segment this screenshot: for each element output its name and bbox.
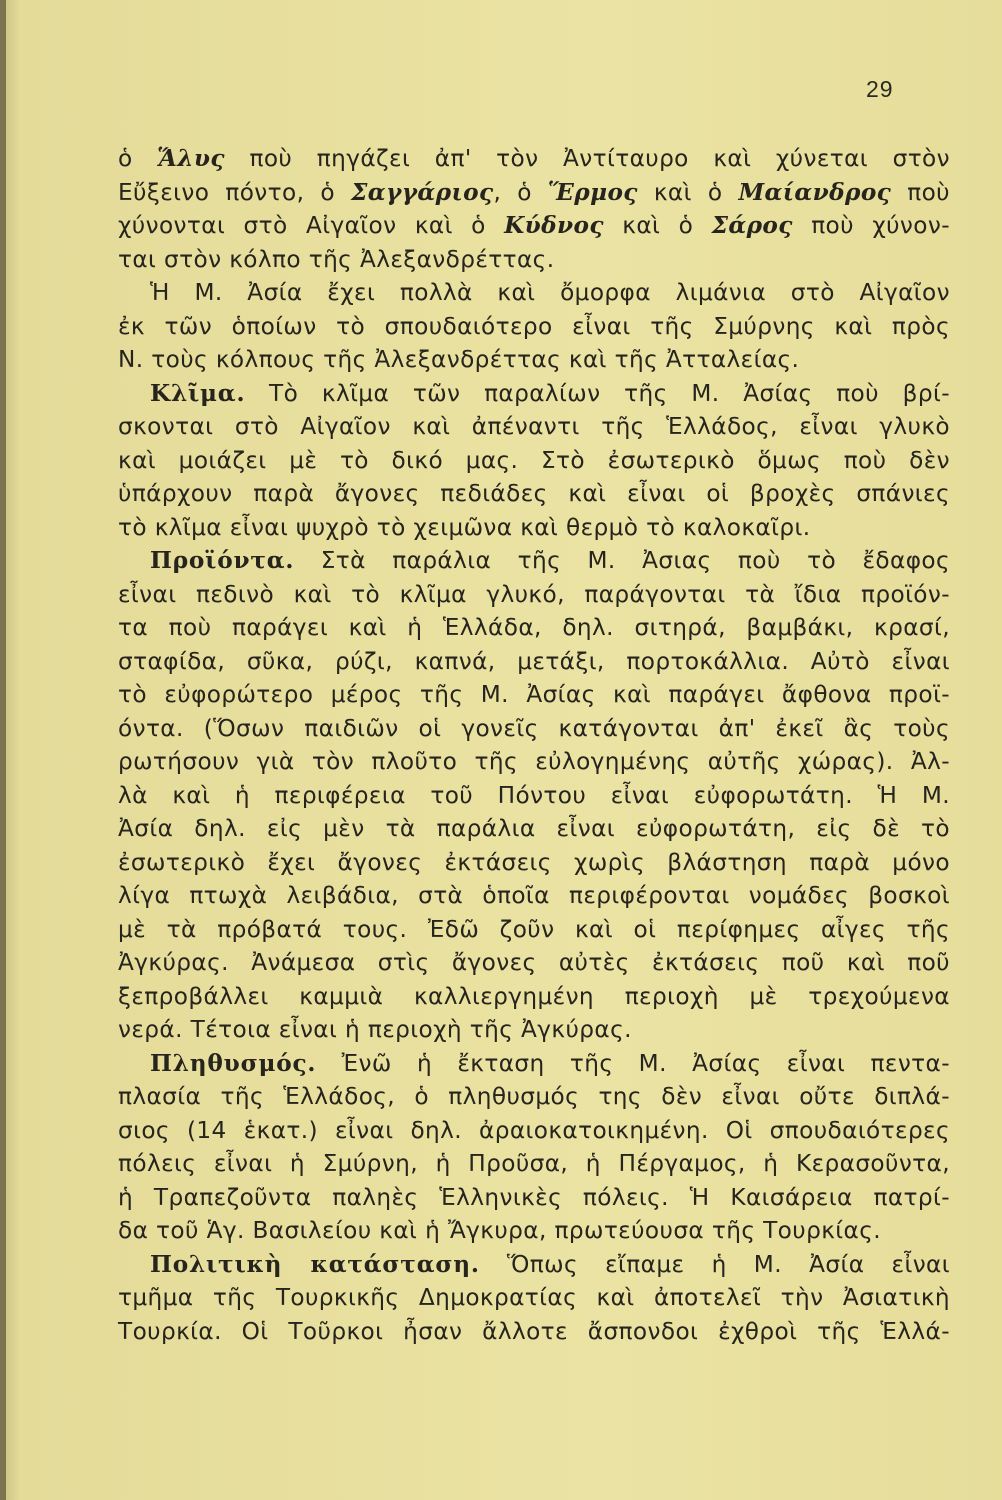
- text-segment: ἐκ τῶν ὁποίων τὸ σπουδαιότερο εἶναι τῆς Σμύρνης καὶ πρὸς: [118, 312, 950, 340]
- text-segment: τὸ εὐφορώτερο μέρος τῆς Μ. Ἀσίας καὶ παράγει ἄφθονα προϊ-: [118, 681, 950, 708]
- text-line: [118, 276, 950, 310]
- text-segment: ποὺ χύνον-: [792, 212, 950, 239]
- text-line: [118, 1181, 950, 1215]
- text-line: [118, 678, 950, 712]
- text-line: [118, 544, 950, 578]
- section-heading: Κλῖμα.: [150, 379, 246, 407]
- text-segment: Ἀγκύρας. Ἀνάμεσα στὶς ἄγονες αὐτὲς ἐκτάσεις ποῦ καὶ ποῦ: [118, 949, 950, 976]
- text-line: [118, 343, 950, 377]
- text-line: [118, 243, 950, 277]
- text-line: [118, 745, 950, 779]
- page-number: 29: [866, 76, 894, 102]
- text-segment: όντα. (Ὅσων παιδιῶν οἱ γονεῖς κατάγονται ἀπ' ἐκεῖ ἂς τοὺς: [118, 714, 950, 742]
- section-heading: Προϊόντα.: [150, 547, 295, 574]
- text-segment: σιος (14 ἑκατ.) εἶναι δηλ. ἀραιοκατοικημένη. Οἱ σπουδαιότερες: [118, 1116, 950, 1144]
- text-segment: λὰ καὶ ἡ περιφέρεια τοῦ Πόντου εἶναι εὐφορωτάτη. Ἡ Μ.: [118, 781, 950, 809]
- text-segment: ἡ Τραπεζοῦντα παληὲς Ἑλληνικὲς πόλεις. Ἡ Καισάρεια πατρί-: [118, 1183, 950, 1211]
- text-segment: ἐσωτερικὸ ἔχει ἄγονες ἐκτάσεις χωρὶς βλάστηση παρὰ μόνο: [118, 848, 950, 876]
- text-line: [118, 1114, 950, 1148]
- text-segment: ὑπάρχουν παρὰ ἄγονες πεδιάδες καὶ εἶναι οἱ βροχὲς σπάνιες: [118, 480, 950, 507]
- text-line: [118, 1214, 950, 1248]
- text-segment: ποὺ πηγάζει ἀπ' τὸν Ἀντίταυρο καὶ χύνεται στὸν: [224, 145, 950, 172]
- text-segment: Ἡ Μ. Ἀσία ἔχει πολλὰ καὶ ὄμορφα λιμάνια στὸ Αἰγαῖον: [150, 279, 950, 306]
- body-text: [118, 142, 950, 1348]
- river-name: Σάρος: [711, 212, 793, 239]
- binding-edge: [0, 0, 6, 1500]
- text-line: [118, 1013, 950, 1047]
- text-segment: λίγα πτωχὰ λειβάδια, στὰ ὁποῖα περιφέρονται νομάδες βοσκοὶ: [118, 882, 950, 909]
- text-line: [118, 511, 950, 545]
- text-line: [118, 477, 950, 511]
- text-segment: τμῆμα τῆς Τουρκικῆς Δημοκρατίας καὶ ἀποτελεῖ τὴν Ἀσιατικὴ: [118, 1284, 950, 1311]
- section-heading: Πολιτικὴ κατάσταση.: [150, 1250, 480, 1278]
- section-heading: Πληθυσμός.: [150, 1049, 317, 1077]
- text-segment: πόλεις εἶναι ἡ Σμύρνη, ἡ Προῦσα, ἡ Πέργαμος, ἡ Κερασοῦντα,: [118, 1150, 950, 1177]
- text-line: [118, 946, 950, 980]
- text-line: [118, 913, 950, 947]
- text-line: [118, 176, 950, 210]
- text-line: [118, 1315, 950, 1349]
- text-line: [118, 611, 950, 645]
- text-segment: Εὔξεινο πόντο, ὁ: [118, 178, 351, 206]
- text-line: [118, 1147, 950, 1181]
- text-segment: Ν. τοὺς κόλπους τῆς Ἀλεξανδρέττας καὶ τῆς Ἀτταλείας.: [118, 346, 800, 373]
- text-line: [118, 1047, 950, 1081]
- text-line: [118, 1080, 950, 1114]
- text-line: [118, 812, 950, 846]
- text-segment: Ἀσία δηλ. εἰς μὲν τὰ παράλια εἶναι εὐφορωτάτη, εἰς δὲ τὸ: [118, 815, 950, 842]
- text-line: [118, 712, 950, 746]
- text-line: [118, 1248, 950, 1282]
- text-segment: Ἐνῶ ἡ ἔκταση τῆς Μ. Ἀσίας εἶναι πεντα-: [316, 1049, 950, 1077]
- river-name: Ἕρμος: [547, 178, 638, 206]
- text-segment: νερά. Τέτοια εἶναι ἡ περιοχὴ τῆς Ἀγκύρας.: [118, 1016, 632, 1043]
- text-line: [118, 645, 950, 679]
- text-segment: ὁ: [118, 145, 158, 172]
- text-segment: καὶ ὁ: [603, 212, 712, 239]
- text-segment: καὶ μοιάζει μὲ τὸ δικό μας. Στὸ ἐσωτερικὸ ὅμως ποὺ δὲν: [118, 446, 950, 474]
- river-name: Μαίανδρος: [738, 178, 892, 206]
- text-segment: ποὺ: [891, 178, 950, 206]
- text-line: [118, 578, 950, 612]
- river-name: Σαγγάριος: [350, 178, 494, 206]
- text-segment: καὶ ὁ: [637, 178, 739, 206]
- text-segment: δα τοῦ Ἁγ. Βασιλείου καὶ ἡ Ἄγκυρα, πρωτεύουσα τῆς Τουρκίας.: [118, 1217, 881, 1244]
- text-line: [118, 209, 950, 243]
- text-segment: τὸ κλῖμα εἶναι ψυχρὸ τὸ χειμῶνα καὶ θερμὸ τὸ καλοκαῖρι.: [118, 513, 811, 541]
- river-name: Ἅλυς: [157, 145, 225, 172]
- text-segment: ρωτήσουν γιὰ τὸν πλοῦτο τῆς εὐλογημένης αὐτῆς χώρας). Ἀλ-: [118, 748, 950, 775]
- text-line: [118, 410, 950, 444]
- text-segment: Στὰ παράλια τῆς Μ. Ἀσιας ποὺ τὸ ἔδαφος: [294, 547, 950, 574]
- text-line: [118, 980, 950, 1014]
- text-line: [118, 142, 950, 176]
- text-line: [118, 779, 950, 813]
- text-line: [118, 444, 950, 478]
- text-segment: τα ποὺ παράγει καὶ ἡ Ἑλλάδα, δηλ. σιτηρά, βαμβάκι, κρασί,: [118, 614, 950, 641]
- text-segment: εἶναι πεδινὸ καὶ τὸ κλῖμα γλυκό, παράγονται τὰ ἴδια προϊόν-: [118, 580, 950, 608]
- text-line: [118, 846, 950, 880]
- text-segment: πλασία τῆς Ἑλλάδος, ὁ πληθυσμός της δὲν εἶναι οὔτε διπλά-: [118, 1083, 950, 1110]
- text-line: [118, 879, 950, 913]
- text-segment: ται στὸν κόλπο τῆς Ἀλεξανδρέττας.: [118, 245, 555, 273]
- text-segment: Τουρκία. Οἱ Τοῦρκοι ἦσαν ἄλλοτε ἄσπονδοι ἐχθροὶ τῆς Ἑλλά-: [118, 1317, 950, 1345]
- text-segment: ξεπροβάλλει καμμιὰ καλλιεργημένη περιοχὴ μὲ τρεχούμενα: [118, 982, 950, 1010]
- text-line: [118, 1281, 950, 1315]
- text-segment: Τὸ κλῖμα τῶν παραλίων τῆς Μ. Ἀσίας ποὺ βρί-: [245, 379, 950, 407]
- text-segment: μὲ τὰ πρόβατά τους. Ἐδῶ ζοῦν καὶ οἱ περίφημες αἶγες τῆς: [118, 915, 950, 943]
- text-segment: σταφίδα, σῦκα, ρύζι, καπνά, μετάξι, πορτοκάλλια. Αὐτὸ εἶναι: [118, 647, 950, 675]
- text-segment: σκονται στὸ Αἰγαῖον καὶ ἀπέναντι τῆς Ἑλλάδος, εἶναι γλυκὸ: [118, 413, 950, 440]
- text-segment: χύνονται στὸ Αἰγαῖον καὶ ὁ: [118, 212, 505, 239]
- river-name: Κύδνος: [504, 212, 604, 239]
- text-line: [118, 310, 950, 344]
- text-segment: , ὁ: [493, 178, 548, 206]
- text-line: [118, 377, 950, 411]
- text-segment: Ὅπως εἴπαμε ἡ Μ. Ἀσία εἶναι: [479, 1250, 950, 1278]
